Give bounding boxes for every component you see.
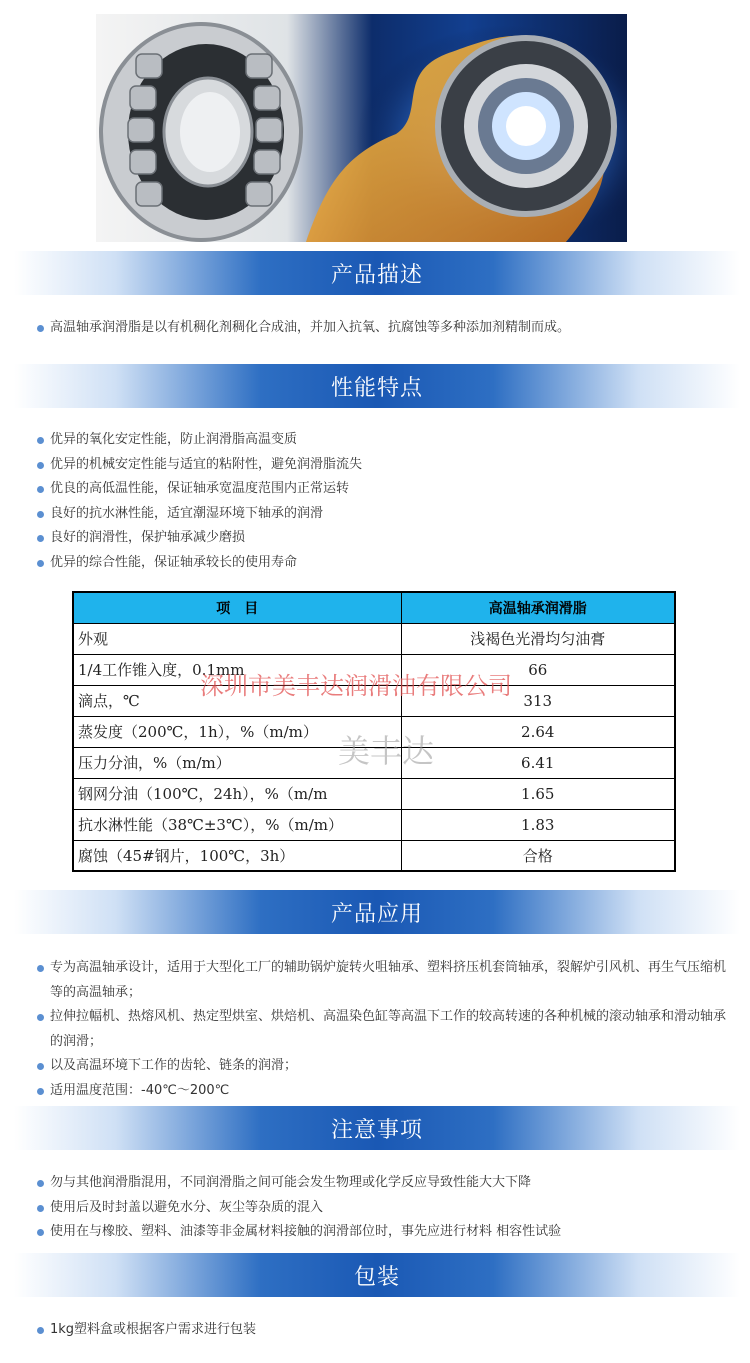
table-row [73, 623, 675, 654]
company-watermark: 深圳市美丰达润滑油有限公司 [200, 672, 512, 700]
list-item: 适用温度范围：-40℃～200℃ [36, 1079, 732, 1104]
list-item: 良好的润滑性，保护轴承减少磨损 [36, 526, 732, 551]
table-header-row [73, 592, 675, 623]
list-item: 1kg塑料盒或根据客户需求进行包装 [36, 1318, 732, 1343]
table-cell-label: 1/4工作锥入度，0.1mm [73, 654, 401, 685]
table-cell-value: 66 [401, 654, 675, 685]
table-cell-value: 2.64 [401, 716, 675, 747]
list-item: 以及高温环境下工作的齿轮、链条的润滑； [36, 1054, 732, 1079]
list-item: 优异的综合性能，保证轴承较长的使用寿命 [36, 551, 732, 576]
table-cell-label: 钢网分油（100℃，24h），%（m/m [73, 778, 401, 809]
table-row [73, 747, 675, 778]
table-cell-value: 合格 [401, 840, 675, 871]
table-cell-value: 浅褐色光滑均匀油膏 [401, 623, 675, 654]
table-header-item: 项 目 [73, 592, 401, 623]
table-cell-label: 压力分油，%（m/m） [73, 747, 401, 778]
table-cell-label: 外观 [73, 623, 401, 654]
section-title: 性能特点 [330, 375, 423, 401]
spec-table [72, 591, 676, 872]
list-item: 优良的高低温性能，保证轴承宽温度范围内正常运转 [36, 477, 732, 502]
section-header-description [14, 251, 740, 295]
brand-watermark: 美丰达 [338, 732, 435, 770]
table-row [73, 716, 675, 747]
section-title: 产品描述 [330, 262, 423, 288]
table-row [73, 778, 675, 809]
list-item: 优异的氧化安定性能，防止润滑脂高温变质 [36, 428, 732, 453]
packaging-list [36, 1318, 732, 1343]
list-item: 使用在与橡胶、塑料、油漆等非金属材料接触的润滑部位时，事先应进行材料 相容性试验 [36, 1220, 732, 1245]
application-list [36, 956, 732, 1103]
table-row [73, 809, 675, 840]
table-cell-value: 6.41 [401, 747, 675, 778]
table-cell-value: 313 [401, 685, 675, 716]
table-cell-label: 蒸发度（200℃，1h），%（m/m） [73, 716, 401, 747]
notes-list [36, 1171, 732, 1245]
section-header-packaging [14, 1253, 740, 1297]
hero-banner-image [96, 14, 627, 242]
table-cell-label: 抗水淋性能（38℃±3℃），%（m/m） [73, 809, 401, 840]
section-title: 包装 [353, 1264, 400, 1290]
table-row [73, 685, 675, 716]
table-cell-value: 1.83 [401, 809, 675, 840]
table-cell-label: 滴点，℃ [73, 685, 401, 716]
list-item: 专为高温轴承设计，适用于大型化工厂的辅助锅炉旋转火咀轴承、塑料挤压机套筒轴承，裂解炉引风机、再生气压缩机等的高温轴承； [36, 956, 732, 1005]
description-list [36, 316, 732, 341]
section-title: 注意事项 [330, 1117, 423, 1143]
list-item: 使用后及时封盖以避免水分、灰尘等杂质的混入 [36, 1196, 732, 1221]
section-header-features [14, 364, 740, 408]
list-item: 拉伸拉幅机、热熔风机、热定型烘室、烘焙机、高温染色缸等高温下工作的较高转速的各种机械的滚动轴承和滑动轴承的润滑； [36, 1005, 732, 1054]
table-row [73, 840, 675, 871]
section-header-application [14, 890, 740, 934]
list-item: 良好的抗水淋性能，适宜潮湿环境下轴承的润滑 [36, 502, 732, 527]
table-cell-label: 腐蚀（45#钢片，100℃，3h） [73, 840, 401, 871]
features-list [36, 428, 732, 575]
list-item: 勿与其他润滑脂混用，不同润滑脂之间可能会发生物理或化学反应导致性能大大下降 [36, 1171, 732, 1196]
list-item: 高温轴承润滑脂是以有机稠化剂稠化合成油，并加入抗氧、抗腐蚀等多种添加剂精制而成。 [36, 316, 732, 341]
table-cell-value: 1.65 [401, 778, 675, 809]
section-title: 产品应用 [330, 901, 423, 927]
section-header-notes [14, 1106, 740, 1150]
table-header-product: 高温轴承润滑脂 [401, 592, 675, 623]
list-item: 优异的机械安定性能与适宜的粘附性，避免润滑脂流失 [36, 453, 732, 478]
table-row [73, 654, 675, 685]
